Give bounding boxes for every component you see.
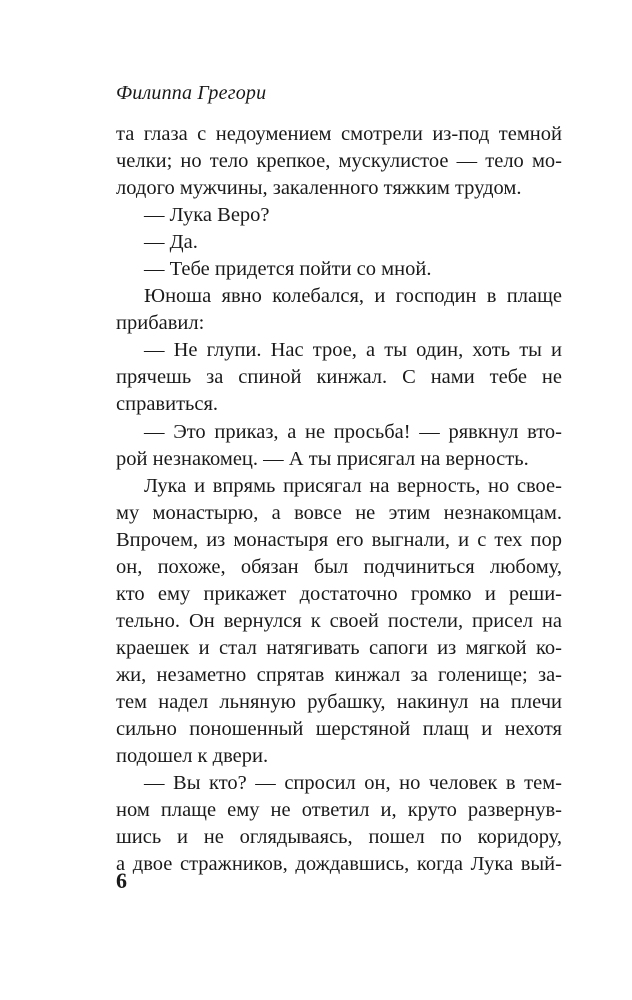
text-line: — Да. <box>144 231 198 254</box>
text-line: кто ему прикажет достаточно громко и реши- <box>116 582 562 605</box>
text-line: — Тебе придется пойти со мной. <box>144 258 432 281</box>
text-line: — Лука Веро? <box>144 204 270 227</box>
text-line: та глаза с недоумением смотрели из-под темной <box>116 123 562 145</box>
text-line: — Вы кто? — спросил он, но человек в тем- <box>144 772 562 795</box>
text-line: прячешь за спиной кинжал. С нами тебе не <box>116 366 562 389</box>
text-line: тельно. Он вернулся к своей постели, присел на <box>116 609 562 632</box>
text-line: Впрочем, из монастыря его выгнали, и с тех пор <box>116 528 562 551</box>
page-number: 6 <box>116 868 127 893</box>
text-line: тем надел льняную рубашку, накинул на плечи <box>116 690 562 713</box>
text-line: а двое стражников, дождавшись, когда Лука вый- <box>116 853 562 876</box>
text-line: Лука и впрямь присягал на верность, но свое- <box>144 474 562 497</box>
text-line: прибавил: <box>116 312 205 335</box>
text-line: ном плаще ему не ответил и, круто развернув- <box>116 799 562 822</box>
text-line: челки; но тело крепкое, мускулистое — тело мо- <box>116 150 562 173</box>
text-line: подошел к двери. <box>116 745 269 768</box>
running-head-author: Филиппа Грегори <box>116 82 267 104</box>
text-line: лодого мужчины, закаленного тяжким трудом. <box>116 177 522 200</box>
text-line: жи, незаметно спрятав кинжал за голенище; за- <box>116 663 562 686</box>
text-line: шись и не оглядываясь, пошел по коридору, <box>116 826 562 849</box>
text-line: рой незнакомец. — А ты присягал на верность. <box>116 447 529 470</box>
body-text <box>116 121 562 878</box>
text-line: — Не глупи. Нас трое, а ты один, хоть ты и <box>144 339 562 362</box>
text-line: — Это приказ, а не просьба! — рявкнул вто- <box>144 420 562 443</box>
text-line: Юноша явно колебался, и господин в плаще <box>144 285 562 308</box>
text-line: справиться. <box>116 393 219 416</box>
text-line: сильно поношенный шерстяной плащ и нехотя <box>116 718 562 741</box>
text-line: краешек и стал натягивать сапоги из мягкой ко- <box>116 636 562 659</box>
text-line: му монастырю, а вовсе не этим незнакомцам. <box>116 501 562 524</box>
text-line: он, похоже, обязан был подчиниться любому, <box>116 555 562 578</box>
